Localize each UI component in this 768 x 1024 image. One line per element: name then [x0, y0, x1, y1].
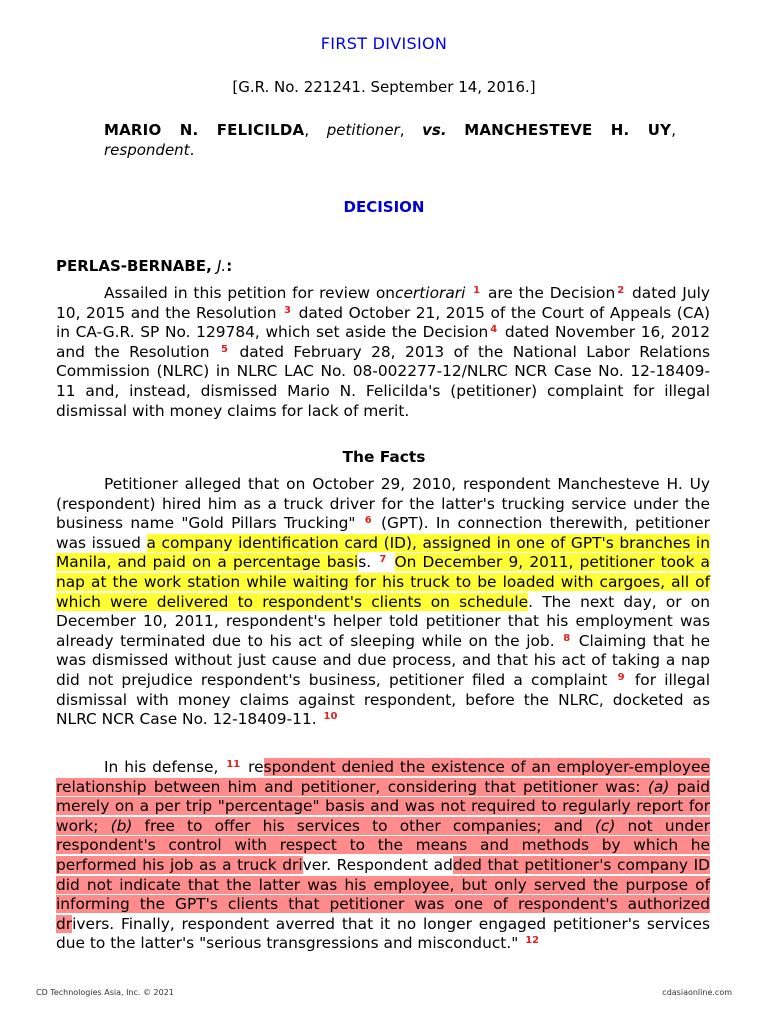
footnote-link[interactable]: 3 — [284, 304, 292, 316]
footnote-link[interactable]: 1 — [473, 285, 481, 296]
list-marker: (c) — [594, 816, 616, 835]
text-span: ivers. Finally, respondent averred that it no longer engaged petitioner's services due to the latter's "serious transgressions and misconduct." — [56, 914, 710, 953]
footnote-link[interactable]: 6 — [364, 515, 372, 527]
petitioner-role: petitioner — [326, 121, 400, 139]
text-span: are the Decision — [487, 284, 616, 302]
text-span: dated February 28, 2013 of the National Labor Relations Commission (NLRC) in NLRC LAC No. 08-002277-12/NLRC NCR Case No. 12-18409-11 and, instead, dismissed Mario N. Felicilda's (petitioner) complaint for illegal dismissal with money claims for lack of merit. — [56, 342, 710, 420]
highlight-yellow: a company identification card (ID), assigned in one of GPT's branches in Manila, and paid on a percentage basi — [56, 533, 710, 572]
text-span: for illegal dismissal with money claims against respondent, before the NLRC, docketed as NLRC NCR Case No. 12-18409-11. — [56, 670, 711, 729]
text-span: Petitioner alleged that on October 29, 2010, respondent Manchesteve H. Uy (respondent) hired him as a truck driver for the latter's trucking service under the business name "Gold Pillars Trucking" — [56, 475, 710, 533]
highlight-red: ded that petitioner's company ID did not indicate that the latter was his employee, but only served the purpose of informing the GPT's clients that petitioner was one of respondent's authorized dr — [56, 855, 710, 933]
text-span: dated July 10, 2015 and the Resolution — [56, 284, 710, 322]
text-span: re — [248, 758, 264, 776]
text-span: spondent denied the existence of an employer-employee relationship between him and petitioner, considering that petitioner was: — [56, 758, 710, 796]
text-span: Assailed in this petition for review on — [104, 284, 395, 302]
text-span: paid merely on a per trip "percentage" basis and was not required to regularly report for work; — [56, 777, 710, 835]
certiorari-term: certiorari — [395, 284, 466, 302]
justice-name: PERLAS-BERNABE — [56, 257, 207, 275]
footnote-link[interactable]: 9 — [617, 671, 625, 683]
list-marker: (b) — [110, 816, 133, 835]
text-span: . The next day, or on December 10, 2011, respondent's helper told petitioner that his employment was already terminated due to his act of sleeping while on the job. — [56, 592, 710, 650]
paragraph-3 — [56, 758, 710, 954]
respondent-name: MANCHESTEVE H. UY — [464, 121, 672, 139]
footnote-link[interactable]: 5 — [221, 343, 229, 355]
respondent-role: respondent — [104, 141, 190, 159]
text-span: Claiming that he was dismissed without just cause and due process, and that his act of taking a nap did not prejudice respondent's business, petitioner filed a complaint — [56, 631, 710, 689]
paragraph-1 — [56, 284, 710, 421]
paragraph-2 — [56, 475, 710, 730]
footnote-link[interactable]: 7 — [379, 554, 387, 566]
footnote-link[interactable]: 8 — [563, 632, 571, 644]
petitioner-name: MARIO N. FELICILDA — [104, 121, 305, 139]
footnote-link[interactable]: 11 — [226, 759, 241, 770]
ponente: PERLAS-BERNABE, J.: — [56, 257, 233, 275]
text-span: ver. Respondent ad — [302, 855, 453, 874]
division-heading: FIRST DIVISION — [320, 34, 448, 53]
footnote-link[interactable]: 10 — [323, 711, 338, 723]
decision-title: DECISION — [343, 198, 425, 216]
text-span: free to offer his services to other companies; and — [144, 816, 583, 835]
text-span: s. — [358, 553, 372, 572]
highlight-yellow: On December 9, 2011, petitioner took a nap at the work station while waiting for his truck to be loaded with cargoes, all of which were delivered to respondent's clients on schedule — [56, 553, 710, 611]
footnote-link[interactable]: 2 — [617, 285, 625, 296]
list-marker: (a) — [647, 777, 670, 796]
justice-suffix: J. — [216, 257, 227, 275]
text-span: In his defense, — [104, 758, 219, 776]
text-span: not under respondent's control with respect to the means and methods by which he performed his job as a truck dri — [56, 816, 710, 874]
footnote-link[interactable]: 12 — [525, 935, 540, 947]
case-parties: MARIO N. FELICILDA, petitioner, vs. MANCHESTEVE H. UY, respondent. — [104, 121, 676, 159]
footer-site[interactable]: cdasiaonline.com — [662, 988, 732, 997]
gr-number: [G.R. No. 221241. September 14, 2016.] — [232, 78, 536, 96]
footnote-link[interactable]: 4 — [490, 324, 498, 336]
text-span: dated October 21, 2015 of the Court of Appeals (CA) in CA-G.R. SP No. 129784, which set aside the Decision — [56, 303, 710, 342]
footer-copyright: CD Technologies Asia, Inc. © 2021 — [36, 988, 174, 997]
facts-heading: The Facts — [342, 448, 426, 466]
versus: vs. — [422, 121, 447, 139]
text-span: (GPT). In connection therewith, petitioner was issued — [56, 514, 710, 552]
text-span: dated November 16, 2012 and the Resolution — [56, 323, 710, 361]
